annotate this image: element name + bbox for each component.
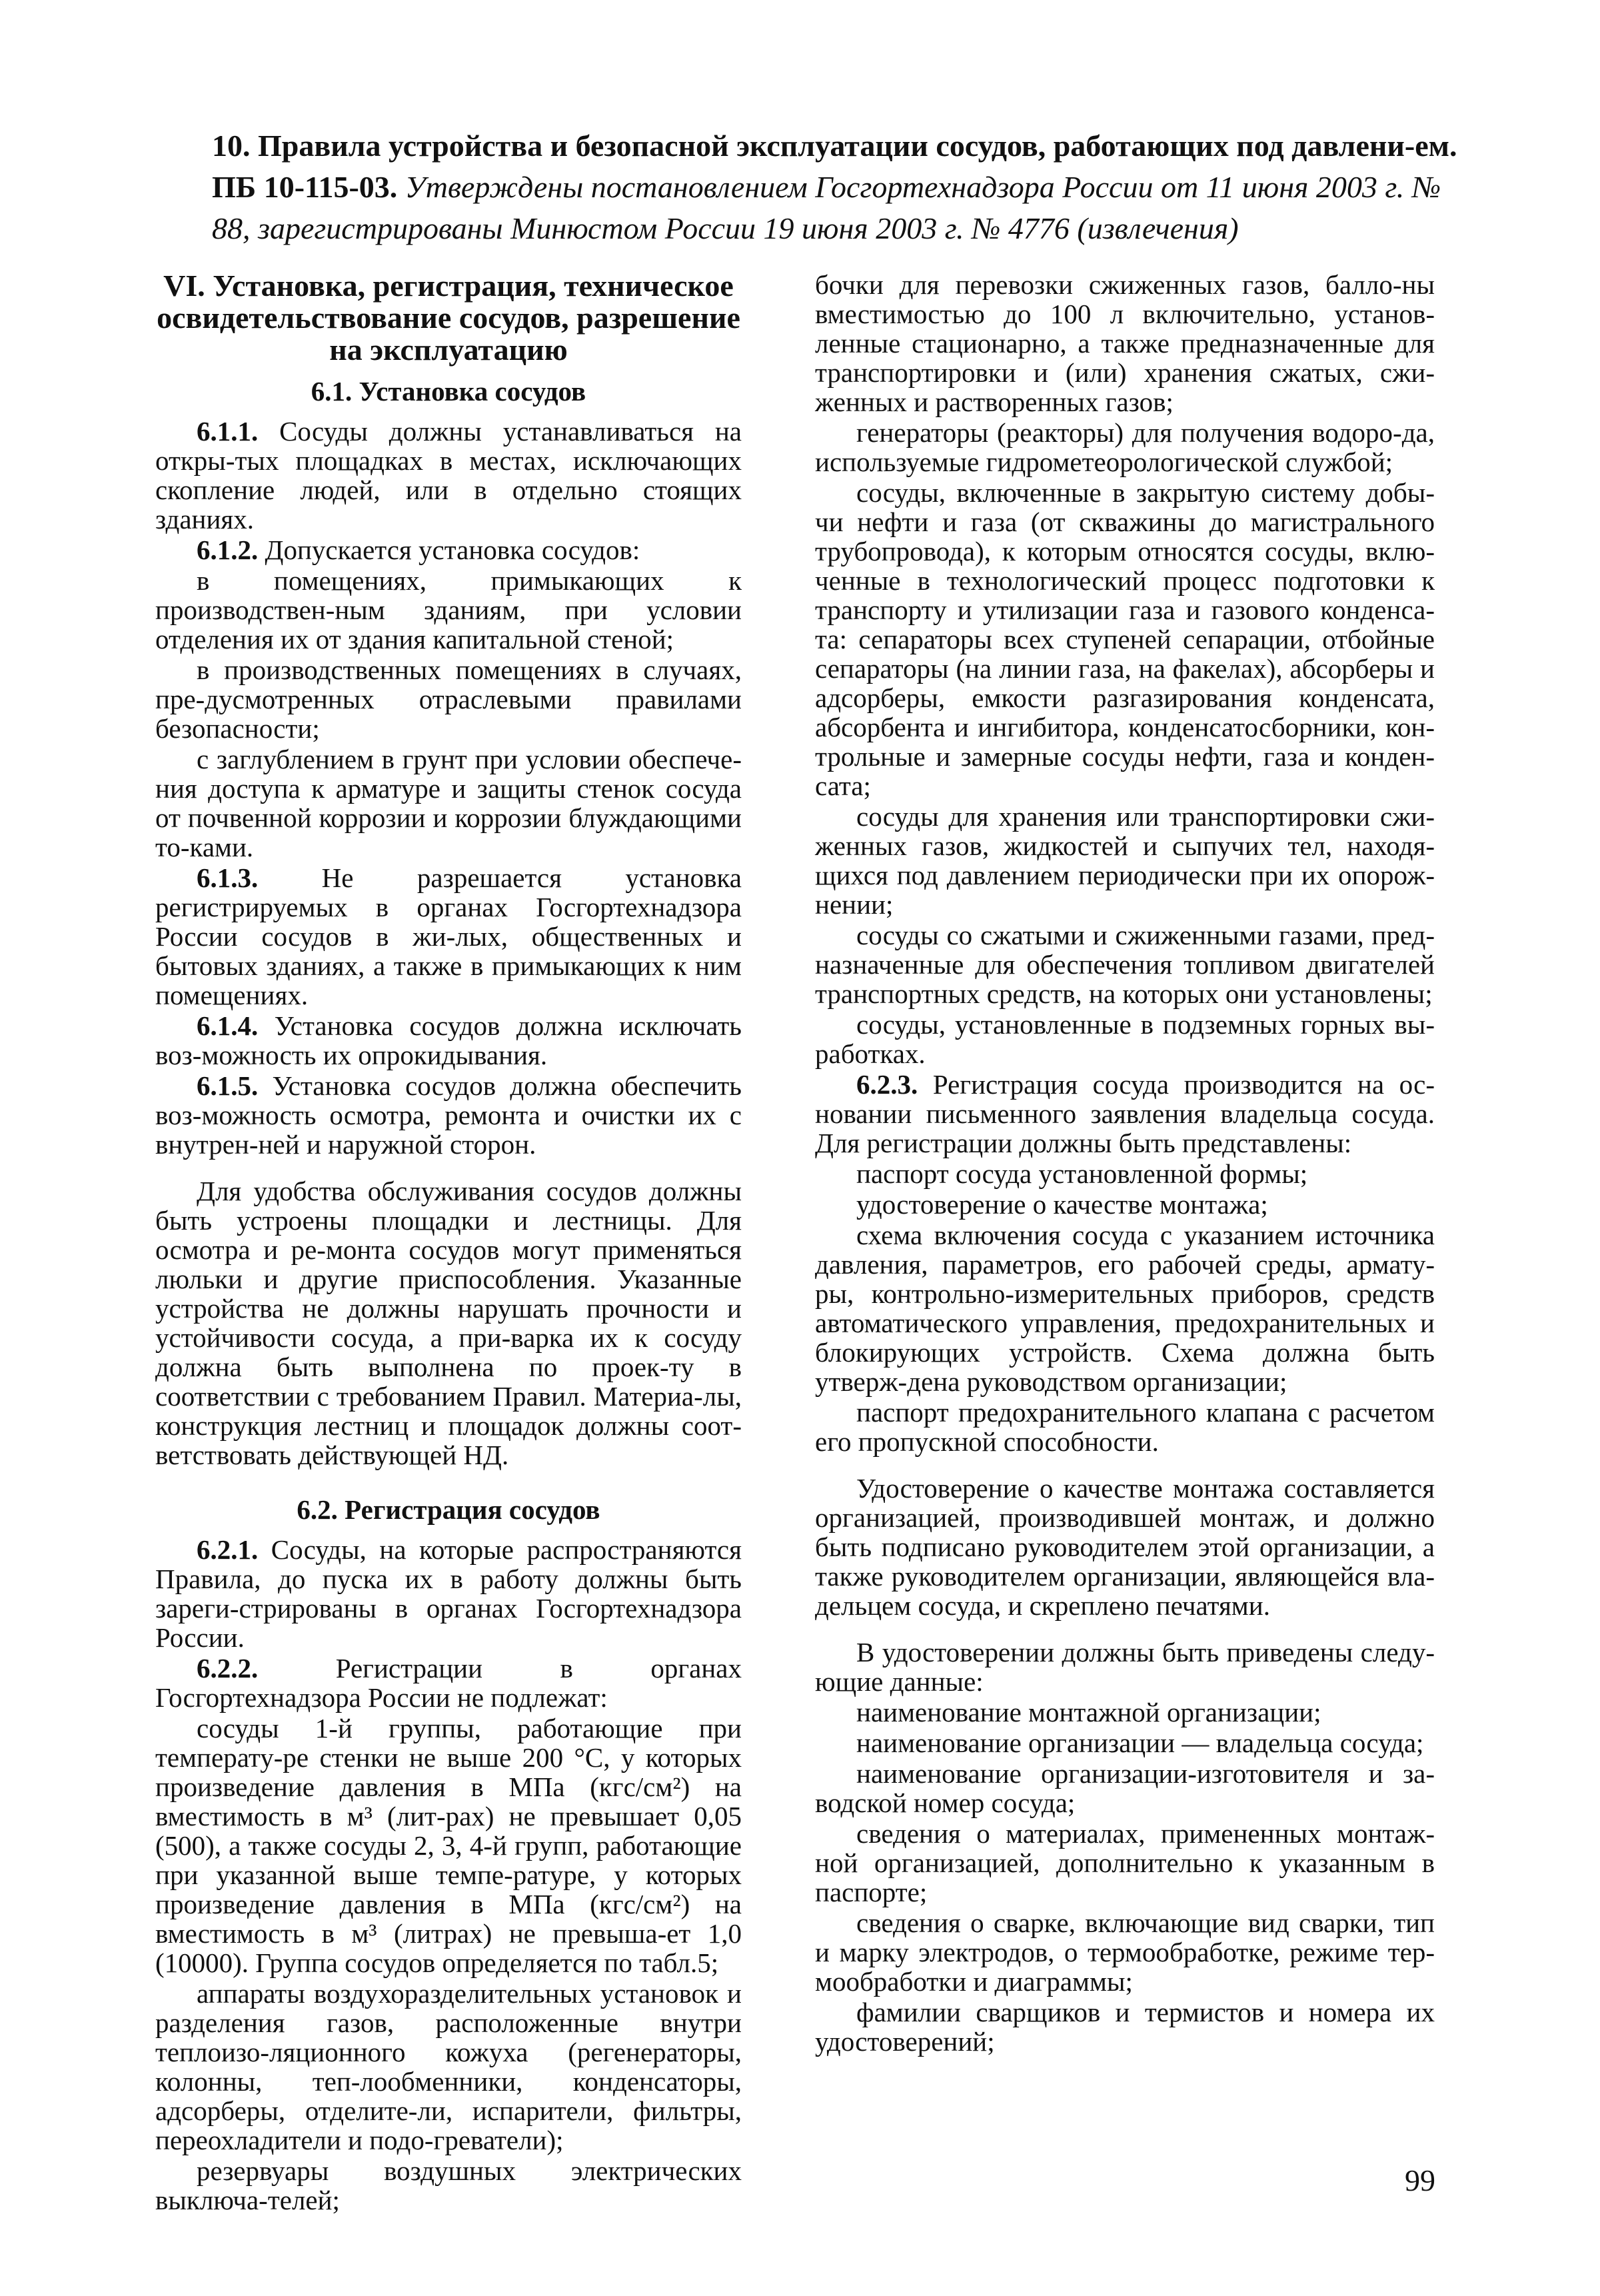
paragraph bbox=[815, 920, 1435, 1008]
paragraph-text: бочки для перевозки сжиженных газов, балло-ны вместимостью до 100 л включительно, установ-ленные стационарно, а также предназначенные для транспортировки и (или) хранения сжатых, сжи-женных и растворенных газов; bbox=[815, 269, 1435, 417]
left-column bbox=[155, 270, 742, 2215]
paragraph bbox=[815, 1070, 1435, 1158]
paragraph bbox=[815, 1908, 1435, 1996]
paragraph bbox=[155, 744, 742, 862]
paragraph-text: с заглублением в грунт при условии обеспече-ния доступа к арматуре и защиты стенок сосуда от почвенной коррозии и коррозии блуждающими то-ками. bbox=[155, 744, 742, 862]
paragraph bbox=[155, 1979, 742, 2155]
clause-number: 6.1.1. bbox=[197, 416, 259, 447]
paragraph-text: В удостоверении должны быть приведены следу-ющие данные: bbox=[815, 1637, 1435, 1697]
clause-number: 6.2.1. bbox=[197, 1534, 259, 1565]
paragraph-text: удостоверение о качестве монтажа; bbox=[856, 1189, 1268, 1220]
paragraph-text: Сосуды, на которые распространяются Правила, до пуска их в работу должны быть зареги-стрированы в органах Госгортехнадзора России. bbox=[155, 1534, 742, 1653]
paragraph bbox=[815, 1398, 1435, 1456]
paragraph bbox=[155, 417, 742, 534]
paragraph-text: паспорт предохранительного клапана с расчетом его пропускной способности. bbox=[815, 1397, 1435, 1457]
paragraph bbox=[815, 1159, 1435, 1188]
paragraph-text: наименование монтажной организации; bbox=[856, 1697, 1321, 1727]
paragraph-text: сведения о материалах, примененных монтаж-ной организацией, дополнительно к указанным в паспорте; bbox=[815, 1818, 1435, 1907]
paragraph bbox=[815, 1474, 1435, 1620]
paragraph bbox=[815, 1728, 1435, 1757]
paragraph bbox=[155, 1654, 742, 1712]
paragraph bbox=[815, 1997, 1435, 2056]
section-title: VI. Установка, регистрация, техническое освидетельствование сосудов, разрешение на эксплуатацию bbox=[157, 269, 740, 367]
paragraph-text: наименование организации — владельца сосуда; bbox=[856, 1727, 1424, 1758]
paragraph bbox=[815, 1190, 1435, 1219]
paragraph bbox=[815, 1819, 1435, 1907]
paragraph-text: Сосуды должны устанавливаться на откры-тых площадках в местах, исключающих скопление людей, или в отдельно стоящих зданиях. bbox=[155, 416, 742, 535]
paragraph bbox=[155, 1071, 742, 1159]
paragraph bbox=[815, 1759, 1435, 1817]
paragraph-text: сосуды 1-й группы, работающие при температу-ре стенки не выше 200 °С, у которых произведение давления в МПа (кгс/см²) на вместимость в м³ (лит-рах) не превышает 0,05 (500), а также сосуды 2, 3, 4-й групп, работающие при указанной выше темпе-ратуре, у которых произведение давления в МПа (кгс/см²) на вместимость в м³ (литрах) не превыша-ет 1,0 (10000). Группа сосудов определяется по табл.5; bbox=[155, 1713, 742, 1978]
paragraph-text: сведения о сварке, включающие вид сварки, тип и марку электродов, о термообработке, режиме тер-мообработки и диаграммы; bbox=[815, 1907, 1435, 1997]
paragraph bbox=[815, 478, 1435, 800]
paragraph-text: Для удобства обслуживания сосудов должны быть устроены площадки и лестницы. Для осмотра и ре-монта сосудов могут применяться люльки и другие приспособления. Указанные устройства не должны нарушать прочности и устойчивости сосуда, а при-варка их к сосуду должна быть выполнена по проек-ту в соответствии с требованием Правил. Материа-лы, конструкция лестниц и площадок должны соот-ветствовать действующей НД. bbox=[155, 1176, 742, 1470]
paragraph-text: Допускается установка сосудов: bbox=[258, 535, 640, 565]
paragraph bbox=[815, 270, 1435, 417]
paragraph bbox=[155, 535, 742, 565]
paragraph-text: Установка сосудов должна исключать воз-можность их опрокидывания. bbox=[155, 1010, 742, 1070]
paragraph-text: наименование организации-изготовителя и за-водской номер сосуда; bbox=[815, 1758, 1435, 1818]
paragraph bbox=[155, 1714, 742, 1977]
paragraph-text: Не разрешается установка регистрируемых в органах Госгортехнадзора России сосудов в жи-лых, общественных и бытовых зданиях, а также в примыкающих к ним помещениях. bbox=[155, 862, 742, 1010]
subsection-title-installation: 6.1. Установка сосудов bbox=[311, 376, 586, 407]
paragraph bbox=[155, 1535, 742, 1652]
paragraph-text: генераторы (реакторы) для получения водоро-да, используемые гидрометеорологической службой; bbox=[815, 417, 1435, 477]
paragraph-text: сосуды со сжатыми и сжиженными газами, пред-назначенные для обеспечения топливом двигателей транспортных средств, на которых они установлены; bbox=[815, 920, 1435, 1009]
paragraph bbox=[155, 863, 742, 1010]
right-column bbox=[815, 270, 1435, 2056]
paragraph bbox=[815, 1698, 1435, 1727]
paragraph-text: паспорт сосуда установленной формы; bbox=[856, 1158, 1308, 1189]
paragraph bbox=[155, 1176, 742, 1470]
paragraph-text: схема включения сосуда с указанием источника давления, параметров, его рабочей среды, армату-ры, контрольно-измерительных приборов, средств автоматического управления, предохранительных и блокирующих устройств. Схема должна быть утверж-дена руководством организации; bbox=[815, 1220, 1435, 1397]
paragraph bbox=[155, 2156, 742, 2215]
paragraph-text: в производственных помещениях в случаях, пре-дусмотренных отраслевыми правилами безопасности; bbox=[155, 654, 742, 744]
paragraph bbox=[815, 418, 1435, 477]
paragraph-text: Установка сосудов должна обеспечить воз-можность осмотра, ремонта и очистки их с внутрен-ней и наружной сторон. bbox=[155, 1070, 742, 1160]
header-title: 10. Правила устройства и безопасной эксплуатации сосудов, работающих под давлени-ем. ПБ 10-115-03. bbox=[212, 129, 1457, 204]
paragraph-text: Удостоверение о качестве монтажа составляется организацией, производившей монтаж, и должно быть подписано руководителем этой организации, а также руководителем организации, являющейся вла-дельцем сосуда, и скреплено печатями. bbox=[815, 1473, 1435, 1621]
paragraph-text: резервуары воздушных электрических выключа-телей; bbox=[155, 2155, 742, 2215]
paragraph bbox=[155, 1011, 742, 1070]
clause-number: 6.1.2. bbox=[197, 535, 259, 565]
subsection-title-registration: 6.2. Регистрация сосудов bbox=[297, 1494, 600, 1525]
paragraph-text: фамилии сварщиков и термистов и номера их удостоверений; bbox=[815, 1997, 1435, 2057]
paragraph-text: аппараты воздухоразделительных установок и разделения газов, расположенные внутри теплоизо-ляционного кожуха (регенераторы, колонны, теп-лообменники, конденсаторы, адсорберы, отделите-ли, испарители, фильтры, переохладители и подо-греватели); bbox=[155, 1978, 742, 2155]
paragraph bbox=[155, 655, 742, 743]
paragraph-text: сосуды, включенные в закрытую систему добы-чи нефти и газа (от скважины до магистрального трубопровода), к которым относятся сосуды, вклю-ченные в технологический процесс подготовки к транспорту и утилизации газа и газового конденса-та: сепараторы всех ступеней сепарации, отбойные сепараторы (на линии газа, на факелах), абсорберы и адсорберы, емкости разгазирования конденсата, абсорбента и ингибитора, конденсатосборники, кон-трольные и замерные сосуды нефти, газа и конден-сата; bbox=[815, 477, 1435, 801]
document-header bbox=[212, 125, 1465, 249]
clause-number: 6.1.3. bbox=[197, 862, 259, 893]
paragraph-text: сосуды, установленные в подземных горных вы-работках. bbox=[815, 1009, 1435, 1069]
clause-number: 6.2.3. bbox=[856, 1069, 918, 1100]
paragraph bbox=[815, 1638, 1435, 1696]
paragraph-text: сосуды для хранения или транспортировки сжи-женных газов, жидкостей и сыпучих тел, находя-щихся под давлением периодически при их опорож-нении; bbox=[815, 801, 1435, 920]
clause-number: 6.1.5. bbox=[197, 1070, 259, 1101]
paragraph-text: Регистрация сосуда производится на ос-новании письменного заявления владельца сосуда. Для регистрации должны быть представлены: bbox=[815, 1069, 1435, 1158]
clause-number: 6.2.2. bbox=[197, 1653, 259, 1684]
paragraph bbox=[815, 1010, 1435, 1068]
clause-number: 6.1.4. bbox=[197, 1010, 259, 1041]
page-number: 99 bbox=[1405, 2163, 1435, 2197]
header-approval-note: Утверждены постановлением Госгортехнадзора России от 11 июня 2003 г. № 88, зарегистрированы Минюстом России 19 июня 2003 г. № 4776 (извлечения) bbox=[212, 170, 1441, 245]
paragraph bbox=[155, 566, 742, 654]
paragraph-text: Регистрации в органах Госгортехнадзора России не подлежат: bbox=[155, 1653, 742, 1713]
paragraph-text: в помещениях, примыкающих к производствен-ным зданиям, при условии отделения их от здания капитальной стеной; bbox=[155, 565, 742, 654]
paragraph bbox=[815, 802, 1435, 919]
paragraph bbox=[815, 1220, 1435, 1396]
